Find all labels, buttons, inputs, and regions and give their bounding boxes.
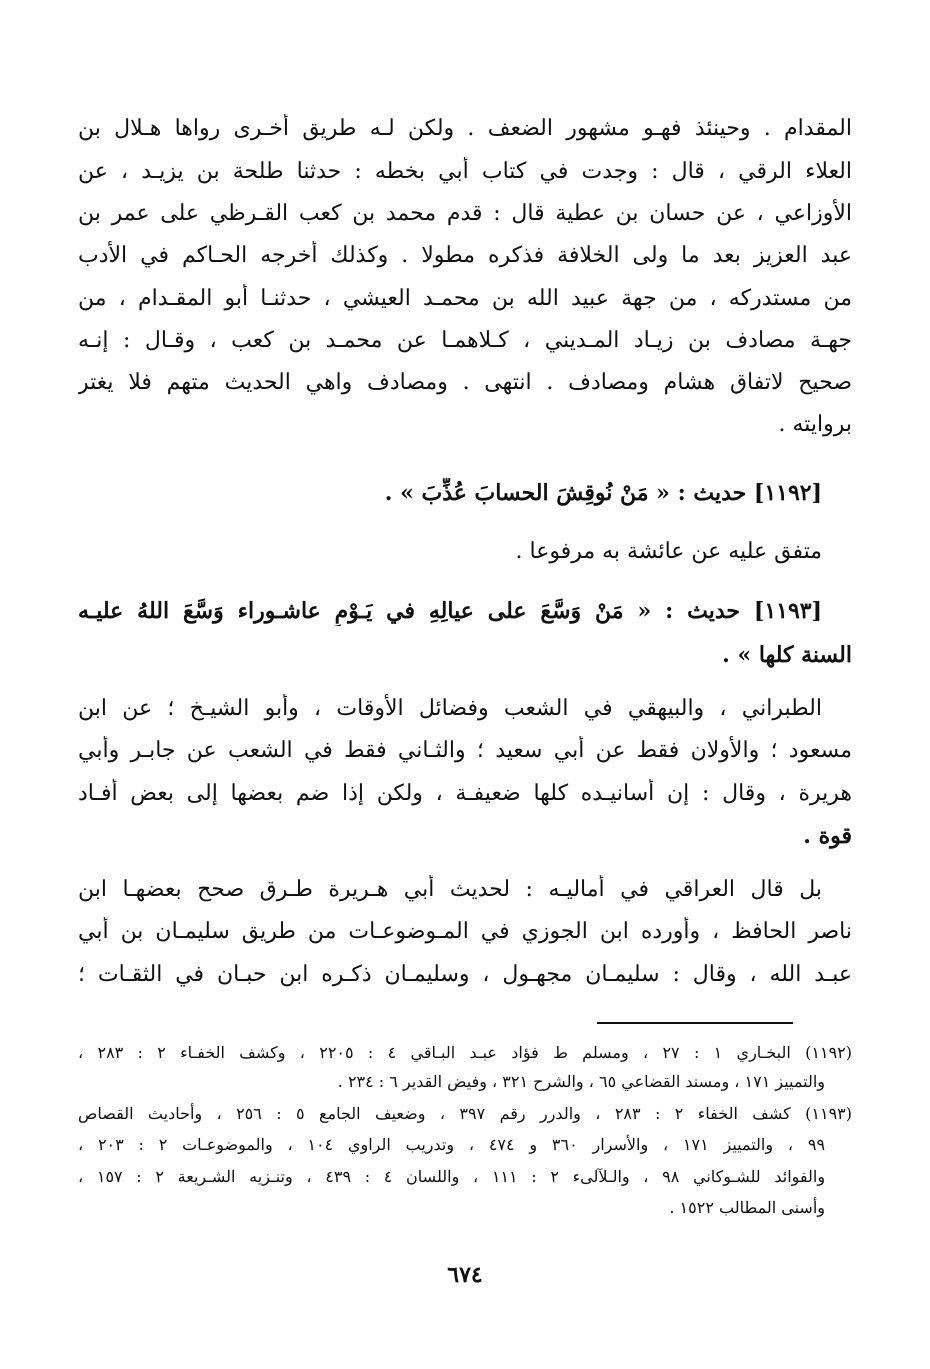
footnote-1192-cont: والتمييز ١٧١ ، ومسند القضاعي ٦٥ ، والشرح ٣٢١ ، وفيض القدير ٦ : ٢٣٤ . xyxy=(337,1072,825,1091)
footnote-separator xyxy=(597,1022,793,1024)
hadith-heading-1192: [١١٩٢] حديث : « مَنْ نُوقِشَ الحسابَ عُذِّبَ » . xyxy=(384,480,822,506)
text-line: بل قال العراقي في أماليـه : لحديث أبي هـريرة طـرق صحح بعضهـا ابن xyxy=(78,877,822,902)
text-line: مسعود ؛ والأولان فقط عن أبي سعيد ؛ والثـاني فقط في الشعب عن جابـر وأبي xyxy=(78,738,852,763)
footnote-1193-cont: ٩٩ ، والتمييز ١٧١ ، والأسرار ٣٦٠ و ٤٧٤ ، وتدريب الراوي ١٠٤ ، والموضوعـات ٢ : ٢٠٣ ، xyxy=(78,1135,825,1154)
text-line: عبد العزيز بعد ما ولى الخلافة فذكره مطولا . وكذلك أخرجه الحـاكم في الأدب xyxy=(78,243,852,268)
page-number: ٦٧٤ xyxy=(447,1262,483,1288)
footnote-1193: (١١٩٣) كشف الخفاء ٢ : ٢٨٣ ، والدرر رقم ٣٩٧ ، وضعيف الجامع ٥ : ٢٥٦ ، وأحاديث القصاص xyxy=(78,1104,852,1123)
footnote-1193-cont: والفوائد للشـوكاني ٩٨ ، والـلآلىء ٢ : ١١١ ، واللسان ٤ : ٤٣٩ ، وتنـزيه الشـريعة ٢ : ١٥٧ ، xyxy=(78,1167,825,1186)
text-line: المقدام . وحينئذ فهـو مشهور الضعف . ولكن لـه طريق أخـرى رواها هـلال بن xyxy=(78,116,852,141)
text-line: من مستدركه ، من جهة عبيد الله بن محمـد العيشي ، حدثنـا أبو المقـدام ، من xyxy=(78,286,852,311)
hadith-heading-1193: [١١٩٣] حديث : « مَنْ وَسَّعَ على عيالِهِ في يَـوْمِ عاشـوراء وَسَّعَ اللهُ عليـه xyxy=(78,598,822,624)
text-line: الأوزاعي ، عن حسان بن عطية قال : قدم محمد بن كعب القـرظي على عمر بن xyxy=(78,201,852,226)
footnote-1192: (١١٩٢) البخـاري ١ : ٢٧ ، ومسلم ط فؤاد عبـد البـاقي ٤ : ٢٢٠٥ ، وكشف الخفـاء ٢ : ٢٨٣ ، xyxy=(78,1043,852,1062)
hadith-takhrij-1192: متفق عليه عن عائشة به مرفوعا . xyxy=(515,539,822,564)
text-line: العلاء الرقي ، قال : وجدت في كتاب أبي بخطه : حدثنا طلحة بن يزيـد ، عن xyxy=(78,159,852,184)
text-line: هريرة ، وقال : إن أسانيـده كلها ضعيفـة ، ولكن إذا ضم بعضها إلى بعض أفـاد xyxy=(78,781,852,806)
text-line: جهـة مصادف بن زيـاد المـديني ، كـلاهمـا عن محمـد بن كعب ، وقـال : إنـه xyxy=(78,328,852,353)
text-line: ناصر الحافظ ، وأورده ابن الجوزي في المـوضوعـات من طريق سليمـان بن أبي xyxy=(78,919,852,944)
footnote-1193-cont: وأسنى المطالب ١٥٢٢ . xyxy=(669,1198,825,1217)
text-line: بروايته . xyxy=(778,412,852,437)
hadith-heading-1193-cont: السنة كلها » . xyxy=(722,642,852,668)
text-line: قوة . xyxy=(803,823,852,849)
text-line: الطبراني ، والبيهقي في الشعب وفضائل الأوقات ، وأبو الشيـخ ؛ عن ابن xyxy=(78,696,822,721)
text-line: صحيح لاتفاق هشام ومصادف . انتهى . ومصادف واهي الحديث متهم فلا يغتر xyxy=(78,370,852,395)
text-line: عبـد الله ، وقال : سليمـان مجهـول ، وسليمـان ذكـره ابن حبـان في الثقـات ؛ xyxy=(78,962,852,987)
